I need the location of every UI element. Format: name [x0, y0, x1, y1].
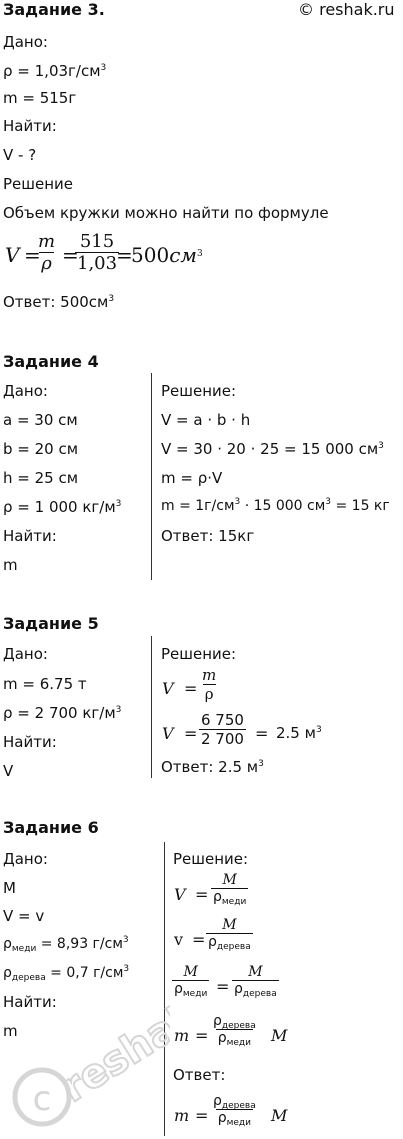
t3-formula-eq3: = [116, 243, 133, 267]
t6-ans-M: M [271, 1106, 288, 1125]
t4-unknown: m [3, 556, 18, 574]
t5-fraction-numbers: $\frac{6 750}{2 700}$ [201, 711, 244, 748]
t6-f3-eq: = [216, 977, 230, 996]
t6-solution-label: Решение: [173, 850, 249, 868]
t3-density: $\rho = 1,03г/см^3$ [3, 62, 107, 80]
t6-f2-fraction: M $\rho_{дерева}$ [208, 917, 251, 952]
t4-density: ρ = 1 000 $кг/м^3$ [3, 498, 122, 516]
t5-fraction-m-rho: $\frac{m}{\rho}$ [202, 666, 217, 703]
t6-density-copper: $\rho_{меди} = 8,93$ $г/см^3$ [3, 935, 129, 954]
t6-f1-eq: = [195, 885, 209, 904]
t6-f4-fraction: $\rho_{дерева}$ $\rho_{меди}$ [213, 1013, 256, 1048]
t5-answer: Ответ: 2.5 $м^3$ [161, 758, 264, 776]
t5-f2-v: V [162, 724, 174, 743]
t4-divider [151, 373, 152, 580]
t6-mass-M: M [3, 879, 16, 897]
task3-title: Задание 3. [3, 0, 105, 19]
t6-ans-fraction: $\rho_{дерева}$ $\rho_{меди}$ [213, 1093, 256, 1128]
t4-mass-formula: m = ρ·V [161, 469, 223, 487]
t6-answer-label: Ответ: [173, 1066, 226, 1084]
t3-given-label: Дано: [3, 33, 48, 51]
t4-mass-calc: $m = 1г/см^3 \cdot 15$ 000 $см^3 = 15$ кг [161, 497, 390, 514]
t3-formula-intro: Объем кружки можно найти по формуле [3, 204, 329, 222]
t5-solution-label: Решение: [161, 645, 237, 663]
t3-formula-eq1: = [24, 243, 41, 267]
svg-text:reshak.ru: reshak.ru [52, 985, 170, 1112]
t4-volume-calc: V = 30 · 20 · 25 = 15 000 $см^3$ [161, 440, 384, 458]
t4-b: b = 20 см [3, 440, 79, 458]
t4-volume-formula: V = a · b · h [161, 411, 251, 429]
t5-f2-eq2: = [255, 724, 269, 743]
t6-ans-eq: = [195, 1106, 209, 1125]
watermark-graphic [10, 985, 170, 1135]
t4-find-label: Найти: [3, 527, 57, 545]
watermark-logo [10, 985, 170, 1139]
t5-divider [151, 636, 152, 778]
t6-f4-M: M [271, 1026, 288, 1045]
t3-fraction-numbers: $\frac{515}{1,03}$ [77, 231, 118, 274]
task4-title: Задание 4 [3, 352, 99, 371]
t3-formula-v: V [5, 243, 20, 267]
t5-f2-eq1: = [184, 724, 198, 743]
t5-mass: m = 6.75 т [3, 675, 87, 693]
t3-formula-eq2: = [62, 243, 79, 267]
task5-title: Задание 5 [3, 614, 99, 633]
t6-f3-left-fraction: M $\rho_{меди}$ [174, 964, 208, 999]
task6-title: Задание 6 [3, 818, 99, 837]
t6-ans-m: m [174, 1106, 190, 1125]
t6-f2-eq: = [192, 930, 206, 949]
t3-unknown: V - ? [3, 146, 37, 164]
t3-mass: m = 515г [3, 89, 77, 107]
t6-f4-m: m [174, 1026, 190, 1045]
t6-f1-v: V [174, 885, 186, 904]
t5-f2-result: 2.5 $м^3$ [276, 724, 322, 742]
t5-f1-v: V [162, 679, 174, 698]
t6-f1-fraction: M $\rho_{меди}$ [213, 872, 247, 907]
t6-unknown: m [3, 1022, 18, 1040]
t5-unknown: V [3, 762, 14, 780]
t5-f1-eq: = [184, 679, 198, 698]
svg-text:c: c [32, 1079, 52, 1119]
t3-fraction-m-rho: $\frac{m}{\rho}$ [38, 231, 56, 274]
t3-answer: Ответ: $500см^3$ [3, 293, 115, 311]
t4-answer: Ответ: 15кг [161, 527, 255, 545]
t6-density-wood: $\rho_{дерева} = 0,7$ $г/см^3$ [3, 964, 130, 983]
t6-volume: V = v [3, 907, 45, 925]
t6-f3-right-fraction: M $\rho_{дерева}$ [234, 964, 277, 999]
t6-given-label: Дано: [3, 850, 48, 868]
t4-h: h = 25 см [3, 469, 79, 487]
t5-density: ρ = 2 700 $кг/м^3$ [3, 704, 122, 722]
t3-solution-label: Решение [3, 175, 74, 193]
t4-solution-label: Решение: [161, 382, 237, 400]
t4-given-label: Дано: [3, 382, 48, 400]
t5-find-label: Найти: [3, 733, 57, 751]
t3-formula-result: $500см^3$ [131, 243, 203, 267]
t6-f2-v: v [174, 930, 184, 949]
site-credit: © reshak.ru [298, 0, 395, 19]
t3-find-label: Найти: [3, 117, 57, 135]
t6-find-label: Найти: [3, 993, 57, 1011]
t4-a: a = 30 см [3, 411, 78, 429]
t5-given-label: Дано: [3, 645, 48, 663]
t6-f4-eq: = [195, 1026, 209, 1045]
